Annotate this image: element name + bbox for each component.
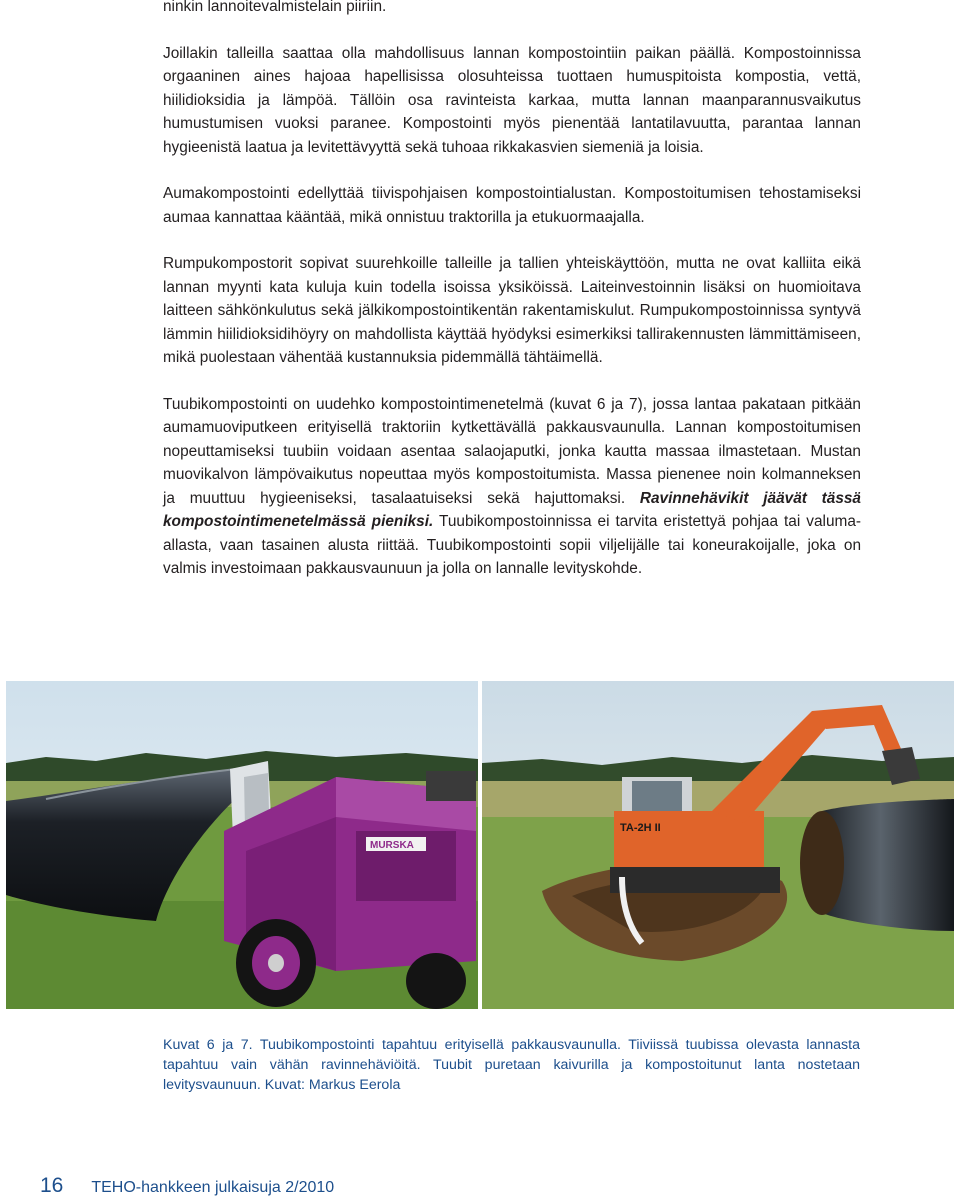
wagon-brand-label: MURSKA bbox=[370, 840, 414, 851]
publication-title: TEHO-hankkeen julkaisuja 2/2010 bbox=[91, 1179, 335, 1196]
figure-caption: Kuvat 6 ja 7. Tuubikompostointi tapahtuu erityisellä pakkausvaunulla. Tiiviissä tuubissa olevasta lannasta tapahtuu vain vähän ravinnehäviöitä. Tuubit puretaan kaivurilla ja kompostoitunut lanta nostetaan levitysvaunuun. Kuvat: Markus Eerola bbox=[163, 1037, 860, 1093]
paragraph-1: Joillakin talleilla saattaa olla mahdollisuus lannan kompostointiin paikan päällä. Kompostoinnissa orgaaninen aines hajoaa hapellisissa olosuhteissa tuottaen humuspitoista kompostia, vettä, hiilidioksidia ja lämpöä. Tällöin osa ravinteista karkaa, mutta lannan maanparannusvaikutus humustumisen vuoksi paranee. Kompostointi myös pienentää lantatilavuutta, parantaa lannan hygieenistä laatua ja levitettävyyttä sekä tuhoaa rikkakasvien siemeniä ja loisia. bbox=[163, 44, 861, 156]
photo-packing-wagon bbox=[6, 681, 478, 1009]
page-footer bbox=[40, 1174, 334, 1198]
excavator-model-label: TA-2H II bbox=[620, 822, 661, 834]
paragraph-4-part-a: Tuubikompostointi on uudehko kompostointimenetelmä (kuvat 6 ja 7), jossa lantaa pakataan pitkään aumamuoviputkeen erityisellä traktoriin kytkettävällä pakkausvaunulla. Lannan kompostoitumisen nopeuttamiseksi tuubiin voidaan asentaa salaojaputki, jonka kautta massaa ilmastetaan. Mustan muovikalvon lämpövaikutus nopeuttaa myös kompostoitumista. Massa pienenee noin kolmanneksen ja muuttuu hygieeniseksi, tasalaatuiseksi sekä hajuttomaksi. bbox=[163, 395, 861, 507]
paragraph-4-emphasis: Ravinnehävikit jäävät tässä kompostointimenetelmässä pieniksi. bbox=[163, 489, 861, 530]
paragraph-4-part-b: Tuubikompostoinnissa ei tarvita eristettyä pohjaa tai valuma-allasta, vaan tasainen alusta riittää. Tuubikompostointi sopii viljelijälle tai koneurakoijalle, joka on valmis investoimaan pakkausvaunuun ja jolla on lannalle levityskohde. bbox=[163, 513, 862, 577]
paragraph-2: Aumakompostointi edellyttää tiivispohjaisen kompostointialustan. Kompostoitumisen tehostamiseksi aumaa kannattaa kääntää, mikä onnistuu traktorilla ja etukuormaajalla. bbox=[163, 185, 861, 226]
paragraph-3: Rumpukompostorit sopivat suurehkoille talleille ja tallien yhteiskäyttöön, mutta ne ovat kalliita eikä lannan myynti kata kuluja kuin todella isoissa yksiköissä. Laiteinvestoinnin lisäksi on huomioitava laitteen sähkönkulutus sekä jälkikompostointikentän rakentamiskulut. Rumpukompostoinnissa syntyvä lämmin hiilidioksidihöyry on mahdollista käyttää hyödyksi esimerkiksi tallirakennusten lämmittämiseen, mikä puolestaan vähentää kustannuksia pidemmällä tähtäimellä. bbox=[163, 255, 861, 366]
page-number: 16 bbox=[40, 1174, 64, 1197]
photo-strip bbox=[6, 681, 954, 1009]
paragraph-4 bbox=[163, 393, 861, 581]
photo-excavator bbox=[482, 681, 954, 1009]
body-text bbox=[163, 0, 861, 604]
paragraph-0: ninkin lannoitevalmistelain piiriin. bbox=[163, 0, 387, 15]
